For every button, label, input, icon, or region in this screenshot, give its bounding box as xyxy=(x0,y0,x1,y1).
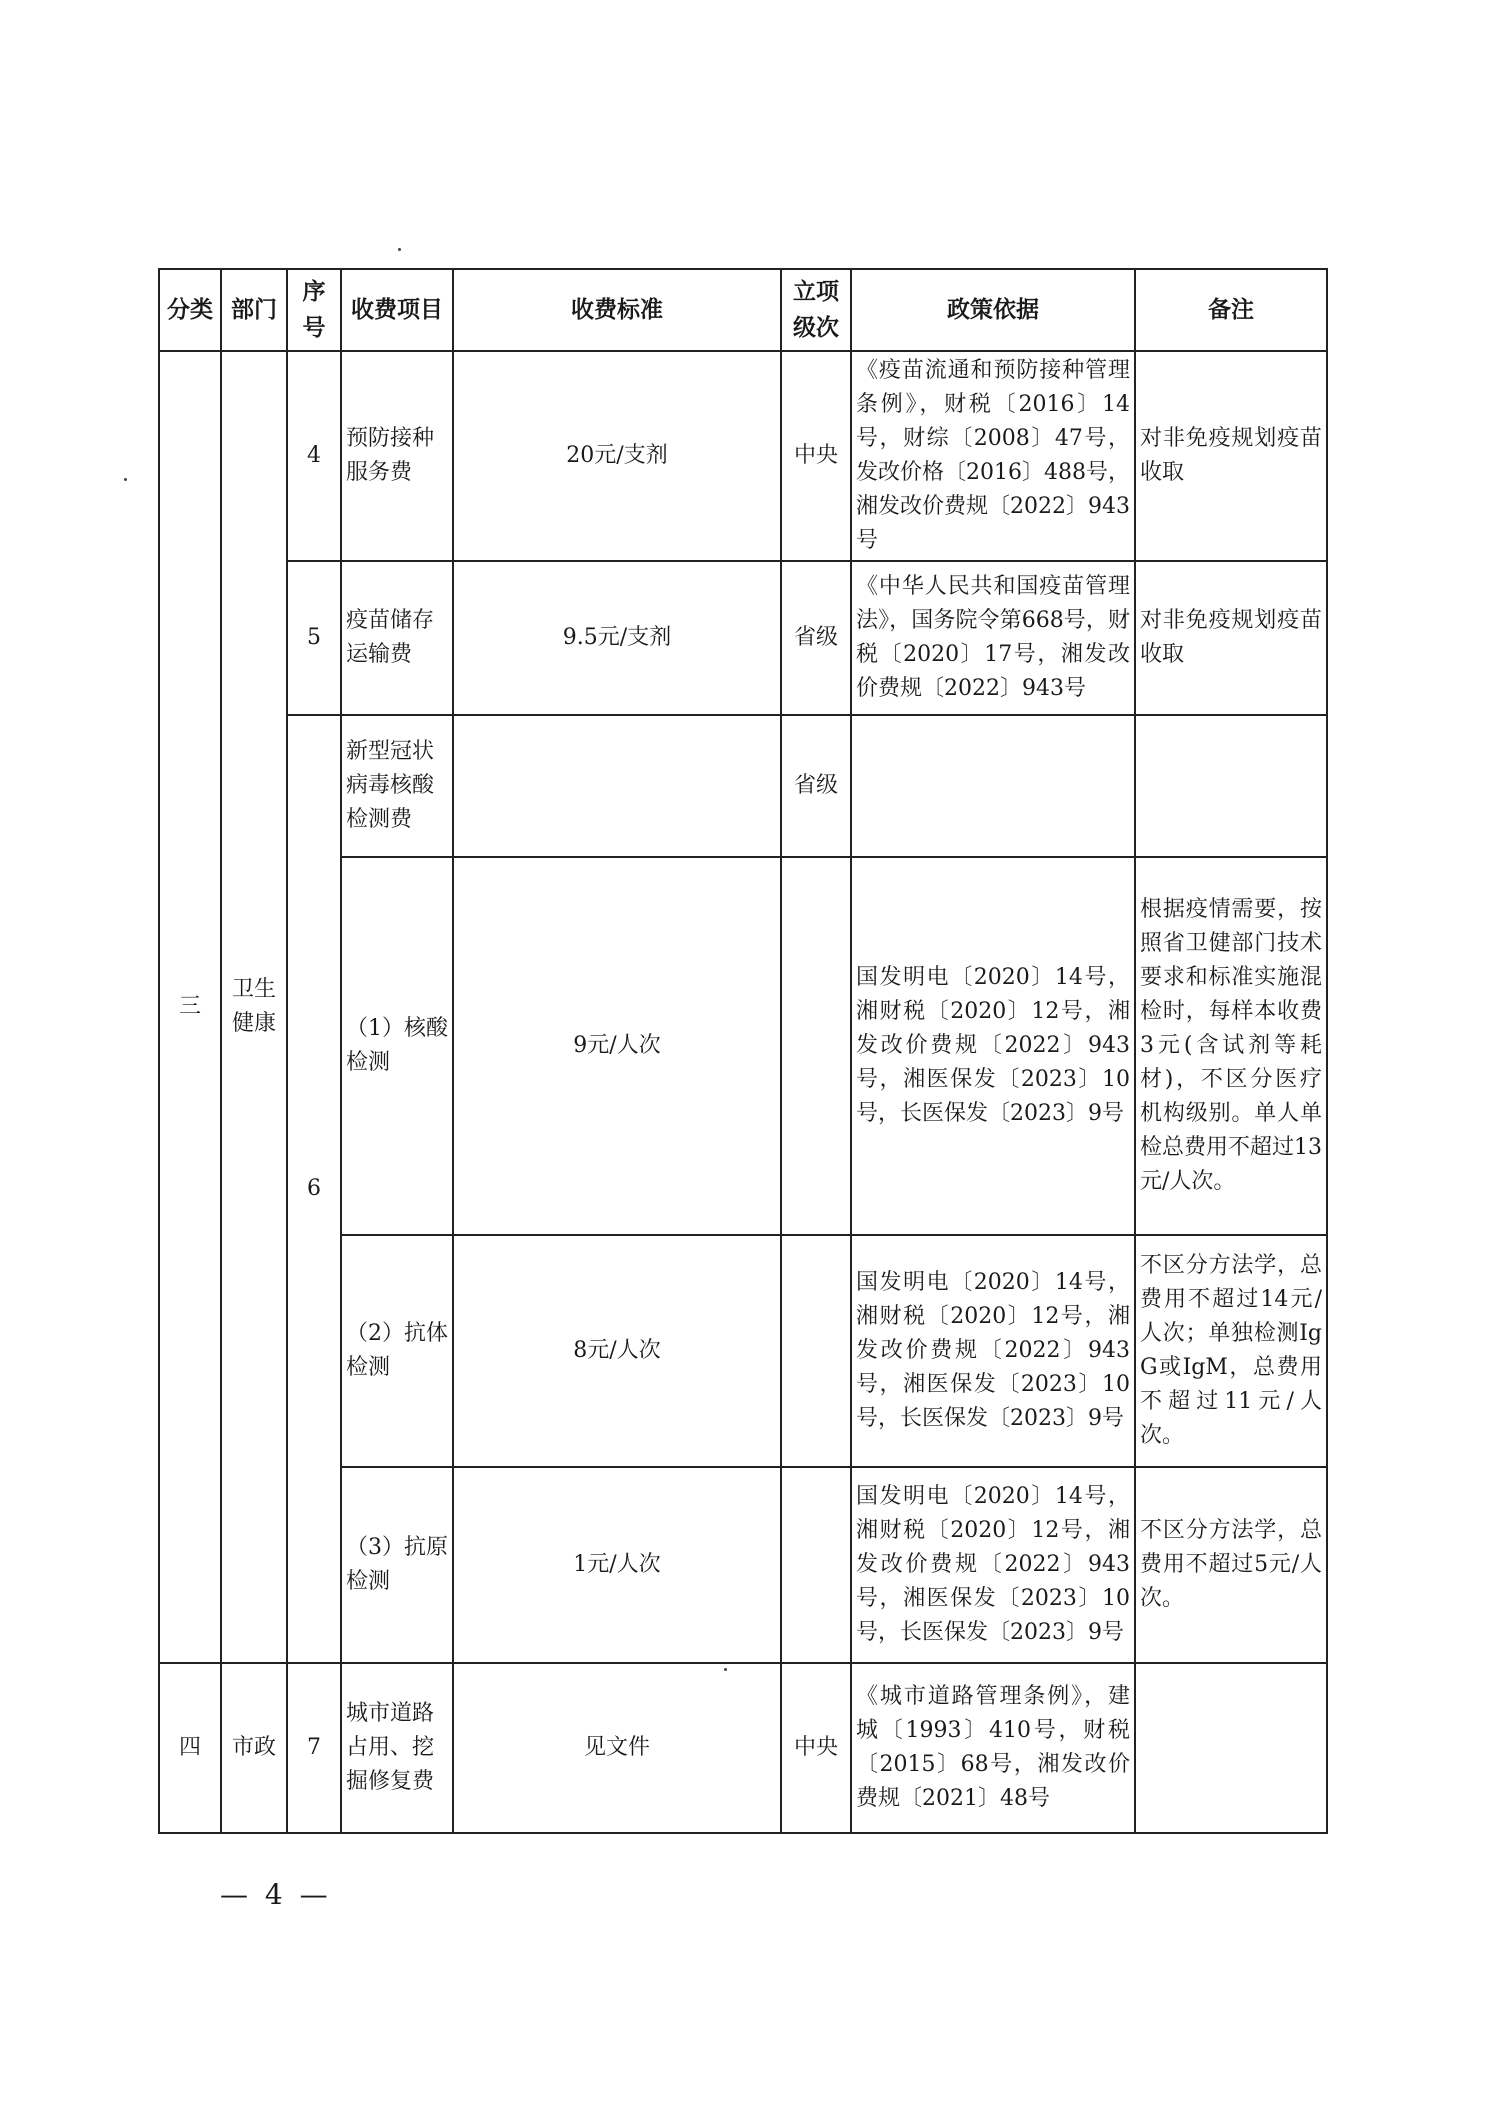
table-row xyxy=(159,351,1327,561)
standard-cell: 20元/支剂 xyxy=(453,351,781,561)
policy-cell: 《疫苗流通和预防接种管理条例》，财税〔2016〕14号，财综〔2008〕47号，发改价格〔2016〕488号，湘发改价费规〔2022〕943号 xyxy=(851,351,1135,561)
standard-cell: 8元/人次 xyxy=(453,1235,781,1467)
policy-cell: 《中华人民共和国疫苗管理法》，国务院令第668号，财税〔2020〕17号，湘发改价费规〔2022〕943号 xyxy=(851,561,1135,715)
level-cell: 中央 xyxy=(781,351,851,561)
item-cell: 预防接种服务费 xyxy=(341,351,453,561)
policy-cell xyxy=(851,715,1135,857)
remark-cell xyxy=(1135,715,1327,857)
category-cell: 三 xyxy=(159,351,221,1663)
seq-cell: 6 xyxy=(287,715,341,1663)
header-seq: 序号 xyxy=(287,269,341,351)
item-cell: （3）抗原检测 xyxy=(341,1467,453,1663)
item-cell: 新型冠状病毒核酸检测费 xyxy=(341,715,453,857)
item-cell: 疫苗储存运输费 xyxy=(341,561,453,715)
seq-cell: 4 xyxy=(287,351,341,561)
standard-cell: 1元/人次 xyxy=(453,1467,781,1663)
seq-cell: 7 xyxy=(287,1663,341,1833)
table-row xyxy=(159,561,1327,715)
category-cell: 四 xyxy=(159,1663,221,1833)
header-category: 分类 xyxy=(159,269,221,351)
item-cell: 城市道路占用、挖掘修复费 xyxy=(341,1663,453,1833)
remark-cell: 对非免疫规划疫苗收取 xyxy=(1135,351,1327,561)
policy-cell: 国发明电〔2020〕14号，湘财税〔2020〕12号，湘发改价费规〔2022〕943号，湘医保发〔2023〕10号，长医保发〔2023〕9号 xyxy=(851,1467,1135,1663)
level-cell xyxy=(781,857,851,1235)
table-row xyxy=(159,715,1327,857)
item-cell: （1）核酸检测 xyxy=(341,857,453,1235)
standard-cell: 9元/人次 xyxy=(453,857,781,1235)
header-department: 部门 xyxy=(221,269,287,351)
header-row xyxy=(159,269,1327,351)
level-cell: 中央 xyxy=(781,1663,851,1833)
scan-speck xyxy=(124,478,127,481)
department-cell: 市政 xyxy=(221,1663,287,1833)
fee-table xyxy=(158,268,1328,1834)
standard-cell: 9.5元/支剂 xyxy=(453,561,781,715)
header-remark: 备注 xyxy=(1135,269,1327,351)
seq-cell: 5 xyxy=(287,561,341,715)
level-cell: 省级 xyxy=(781,715,851,857)
item-cell: （2）抗体检测 xyxy=(341,1235,453,1467)
standard-cell: 见文件 xyxy=(453,1663,781,1833)
policy-cell: 国发明电〔2020〕14号，湘财税〔2020〕12号，湘发改价费规〔2022〕943号，湘医保发〔2023〕10号，长医保发〔2023〕9号 xyxy=(851,1235,1135,1467)
header-policy: 政策依据 xyxy=(851,269,1135,351)
table-row xyxy=(159,1663,1327,1833)
remark-cell: 不区分方法学，总费用不超过5元/人次。 xyxy=(1135,1467,1327,1663)
remark-cell: 对非免疫规划疫苗收取 xyxy=(1135,561,1327,715)
header-level: 立项级次 xyxy=(781,269,851,351)
standard-cell xyxy=(453,715,781,857)
level-cell: 省级 xyxy=(781,561,851,715)
level-cell xyxy=(781,1467,851,1663)
page-number: — 4 — xyxy=(220,1878,332,1911)
policy-cell: 《城市道路管理条例》，建城〔1993〕410号，财税〔2015〕68号，湘发改价费规〔2021〕48号 xyxy=(851,1663,1135,1833)
policy-cell: 国发明电〔2020〕14号，湘财税〔2020〕12号，湘发改价费规〔2022〕943号，湘医保发〔2023〕10号，长医保发〔2023〕9号 xyxy=(851,857,1135,1235)
remark-cell xyxy=(1135,1663,1327,1833)
level-cell xyxy=(781,1235,851,1467)
header-item: 收费项目 xyxy=(341,269,453,351)
remark-cell: 根据疫情需要，按照省卫健部门技术要求和标准实施混检时，每样本收费3元(含试剂等耗材)，不区分医疗机构级别。单人单检总费用不超过13元/人次。 xyxy=(1135,857,1327,1235)
scan-speck xyxy=(398,248,401,251)
header-standard: 收费标准 xyxy=(453,269,781,351)
remark-cell: 不区分方法学，总费用不超过14元/人次；单独检测IgG或IgM，总费用不超过11元/人次。 xyxy=(1135,1235,1327,1467)
department-cell: 卫生健康 xyxy=(221,351,287,1663)
